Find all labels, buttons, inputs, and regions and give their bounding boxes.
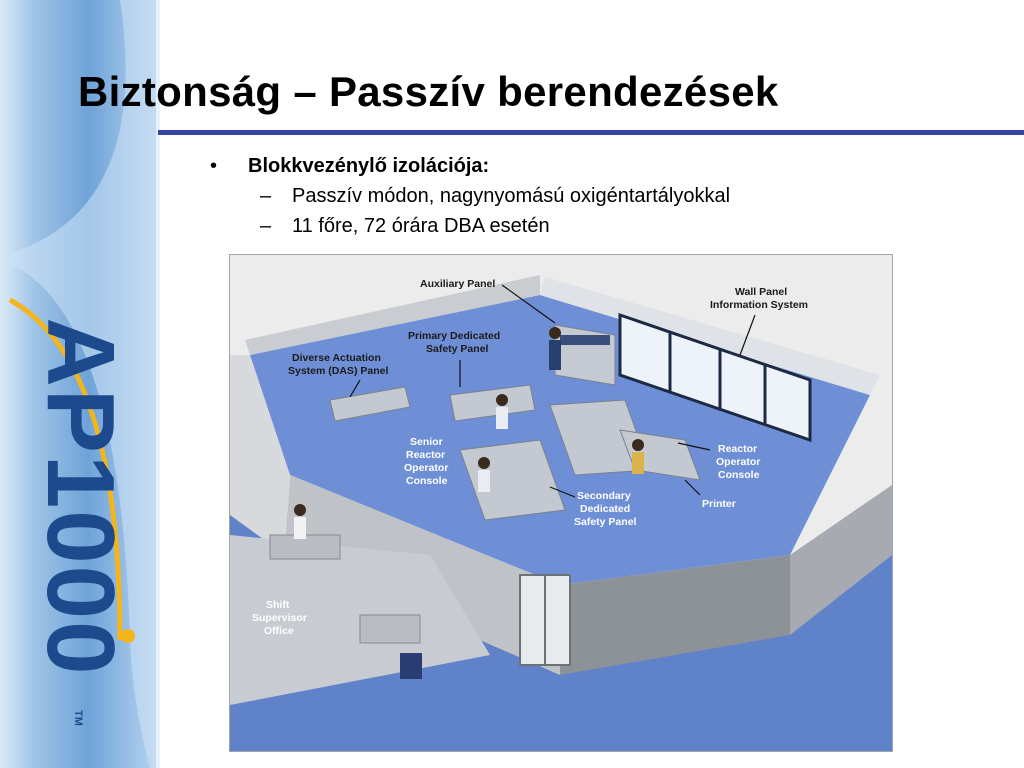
- label-auxiliary-panel: Auxiliary Panel: [420, 278, 496, 290]
- label-shift-office-3: Office: [264, 625, 294, 637]
- label-secondary-panel-3: Safety Panel: [574, 516, 637, 528]
- label-secondary-panel-2: Dedicated: [580, 503, 631, 515]
- label-primary-panel: Primary Dedicated: [408, 330, 501, 342]
- label-senior-operator-3: Operator: [404, 462, 449, 474]
- sub-bullet-item: [210, 182, 730, 212]
- label-reactor-operator: Reactor: [718, 443, 758, 455]
- label-shift-office: Shift: [266, 599, 290, 611]
- trademark-mark: TM: [71, 710, 84, 726]
- title-rule: [158, 130, 1024, 135]
- label-das-panel: Diverse Actuation: [292, 352, 381, 364]
- bullet-text: Blokkvezénylő izolációja:: [248, 155, 490, 177]
- control-room-illustration: [229, 254, 893, 752]
- left-decorative-band: AP1000 TM: [0, 0, 160, 768]
- label-senior-operator: Senior: [410, 436, 443, 448]
- label-reactor-operator-3: Console: [718, 469, 760, 481]
- sub-bullet-item: [210, 212, 730, 242]
- bullet-item: [210, 152, 730, 182]
- label-wall-panel-system: Information System: [710, 299, 809, 311]
- label-reactor-operator-2: Operator: [716, 456, 761, 468]
- sub-bullet-text: Passzív módon, nagynyomású oxigéntartályokkal: [292, 185, 731, 207]
- slide-title: Biztonság – Passzív berendezések: [78, 68, 779, 115]
- dash-marker: –: [260, 215, 272, 237]
- label-senior-operator-2: Reactor: [406, 449, 446, 461]
- control-room-drawing: [230, 255, 892, 751]
- dash-marker: –: [260, 185, 272, 207]
- label-senior-operator-4: Console: [406, 475, 448, 487]
- sub-bullet-text: 11 főre, 72 órára DBA esetén: [292, 215, 550, 237]
- bullet-list: [210, 152, 730, 242]
- bullet-dot: •: [210, 155, 218, 177]
- label-wall-panel: Wall Panel: [735, 286, 788, 298]
- label-das-panel-2: System (DAS) Panel: [288, 365, 389, 377]
- label-shift-office-2: Supervisor: [252, 612, 307, 624]
- label-secondary-panel: Secondary: [577, 490, 631, 502]
- label-printer: Printer: [702, 498, 736, 510]
- label-primary-panel-2: Safety Panel: [426, 343, 489, 355]
